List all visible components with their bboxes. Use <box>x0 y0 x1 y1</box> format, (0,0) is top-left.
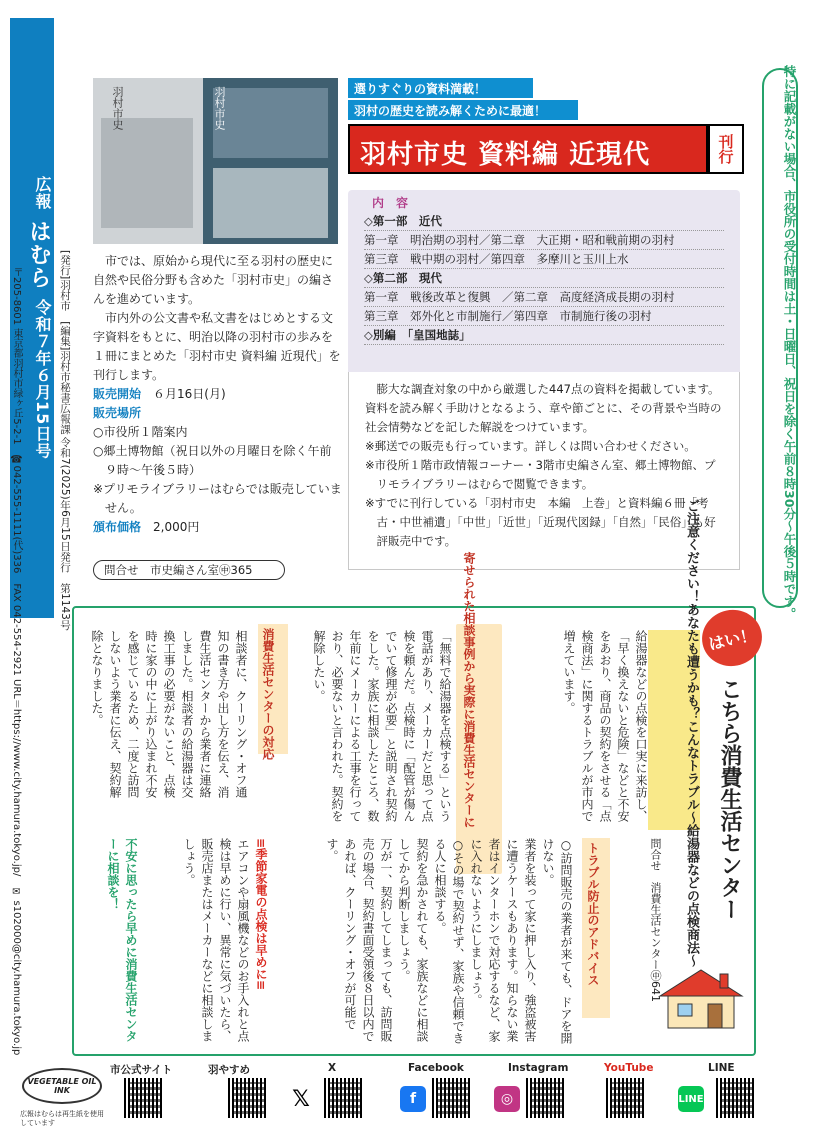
article-title: 羽村市史 資料編 近現代 <box>348 124 708 174</box>
notice-text: 特に記載がない場合、市役所の受付時間は土・日曜日、祝日を除く午前８時30分〜午後５時です。 <box>782 64 797 620</box>
book-cover-right <box>203 78 338 244</box>
contents-row: 第一章 戦後改革と復興 ／第二章 高度経済成長期の羽村 <box>364 288 724 307</box>
consumer-intro: 給湯器などの点検を口実に来訪し、「早く換えないと危険」などと不安をあおり、商品の契約をさせる「点検商法」に関するトラブルが市内で増えています。 <box>562 630 648 822</box>
link-label: X <box>328 1062 337 1074</box>
sale-start-value: ６月16日(月) <box>153 387 226 401</box>
advice-line: 業者を装って家に押し入り、強盗被害に遭うケースもあります。知らない業者はインターホンで対応するなど、家に入れないようにしましょう。 <box>469 838 537 1042</box>
tagline-1: 選りすぐりの資料満載！ <box>348 78 533 98</box>
advice-line: ○訪問販売の業者が来ても、ドアを開けない。 <box>541 838 573 1044</box>
contents-row: 第三章 郊外化と市制施行／第四章 市制施行後の羽村 <box>364 307 724 326</box>
response-heading: 消費生活センターの対応 <box>261 628 275 760</box>
address-line: 〒205-8601 東京都羽村市緑ヶ丘5-2-1 ☎042-555-1111(代)336 FAX 042-554-2921 <box>11 266 22 676</box>
contents-row: ◇第一部 近代 <box>364 212 724 231</box>
url-line[interactable]: URL＝https://www.city.hamura.tokyo.jp/ ✉ s102000@city.hamura.tokyo.jp <box>11 678 22 1055</box>
consumer-contact: 問合せ 消費生活センター㊥641 <box>649 838 662 1002</box>
shishi-contact: 問合せ 市史編さん室㊥365 <box>93 560 285 580</box>
x-icon[interactable]: 𝕏 <box>288 1086 314 1112</box>
consumer-title: こちら消費生活センター <box>717 678 742 920</box>
sale-place: ※プリモライブラリーはむらでは販売していません。 <box>93 482 342 515</box>
link-label: Facebook <box>408 1062 464 1074</box>
contents-row: 第三章 戦中期の羽村／第四章 多摩川と玉川上水 <box>364 250 724 269</box>
sale-place-label: 販売場所 <box>93 406 142 420</box>
seasonal-line: エアコンや扇風機などのお手入れと点検は早めに行い、異常に気づいたら、販売店またはメーカーなどに相談しましょう。 <box>182 838 250 1042</box>
vegetable-ink-logo: VEGETABLE OIL INK <box>22 1068 102 1104</box>
title-tag: 刊行 <box>708 124 744 174</box>
city-site-qr-icon[interactable] <box>124 1078 164 1118</box>
footer <box>10 1060 810 1145</box>
price-label: 頒布価格 <box>93 520 142 534</box>
contents-row: ◇別編 「皇国地誌」 <box>364 326 724 345</box>
cover-title: 羽村市史 <box>213 86 226 130</box>
description-note: ※すでに刊行している「羽村市史 本編 上巻」と資料編６冊「考古・中世補遺」「中世」「近世」「近現代図録」「自然」「民俗」も好評販売中です。 <box>365 496 716 548</box>
case-heading <box>460 552 478 828</box>
tagline-2: 羽村の歴史を読み解くために最適！ <box>348 100 578 120</box>
url-info <box>10 266 23 1055</box>
description-note: ※市役所１階市政情報コーナー・3階市史編さん室、郷土博物館、プリモライブラリーはむらで閲覧できます。 <box>365 458 716 491</box>
contents-box <box>348 190 740 390</box>
contents-heading: 内 容 <box>372 196 409 210</box>
ink-note: 広報はむらは再生紙を使用しています <box>20 1110 104 1127</box>
facebook-icon[interactable]: f <box>400 1086 426 1112</box>
office-hours-notice <box>762 64 798 620</box>
description-text: 膨大な調査対象の中から厳選した447点の資料を掲載しています。資料を読み解く手助けとなるよう、章や節ごとに、その背景や当時の社会情勢などを記した解説をつけています。 <box>365 382 722 434</box>
issue-line: 令和7(2025)年6月15日発行 第1143号 <box>59 436 71 630</box>
instagram-icon[interactable]: ◎ <box>494 1086 520 1112</box>
link-label: YouTube <box>604 1062 654 1074</box>
link-label: 羽やすめ <box>208 1064 250 1076</box>
sale-start-label: 販売開始 <box>93 387 142 401</box>
line-qr-icon[interactable] <box>716 1078 756 1118</box>
link-label: Instagram <box>508 1062 569 1074</box>
seasonal-text <box>150 838 270 1048</box>
book-cover-left <box>93 78 203 244</box>
advice-text <box>305 838 575 1048</box>
hayasume-qr-icon[interactable] <box>228 1078 268 1118</box>
advice-line: 契約を急かされても、家族などに相談してから判断しましょう。 <box>397 838 429 1042</box>
facebook-qr-icon[interactable] <box>432 1078 472 1118</box>
advice-line: 万が一、契約してしまっても、訪問販売の場合、契約書面受領後８日以内であれば、クーリング・オフが可能です。 <box>325 838 393 1042</box>
contents-row: ◇第二部 現代 <box>364 269 724 288</box>
case-heading-line: 実際に消費生活センターに <box>462 684 476 828</box>
masthead-date: 令和７年６月15日号 <box>33 299 52 460</box>
book-cover-image <box>93 78 338 244</box>
case-heading-line: 寄せられた相談事例から <box>462 552 476 684</box>
x-qr-icon[interactable] <box>324 1078 364 1118</box>
issue-line: [発行]羽村市 [編集]羽村市秘書広報課 <box>59 250 71 435</box>
masthead-brand: 広報 <box>33 176 52 211</box>
intro-paragraph: 市では、原始から現代に至る羽村の歴史に自然や民俗分野も含めた「羽村市史」の編さんを進めています。 <box>93 254 334 306</box>
masthead-logo: はむら <box>26 220 51 290</box>
case-text: 「無料で給湯器を点検する」という電話があり、メーカーだと思って点検を頼んだ。点検時に「配管が傷んでいて修理が必要」と説明され契約をした。家族に相談したところ、数年前にメーカーによる工事を行っており、必要ないと言われた。契約を解除したい。 <box>312 630 452 822</box>
contents-row: 第一章 明治期の羽村／第二章 大正期・昭和戦前期の羽村 <box>364 231 724 250</box>
house-illustration <box>654 966 748 1030</box>
instagram-qr-icon[interactable] <box>526 1078 566 1118</box>
description-note: ※郵送での販売も行っています。詳しくは問い合わせください。 <box>365 439 696 453</box>
response-text: 相談者に、クーリング・オフ通知の書き方や出し方を伝え、消費生活センターから業者に連絡しました。相談者の給湯器は交換工事の必要がないこと、点検時に家の中に上がり込まれ不安を感じているため、二度と訪問しないよう業者に伝え、契約解除となりました。 <box>90 630 248 798</box>
advice-line: ○その場で契約せず、家族や信頼できる人に相談する。 <box>433 838 465 1044</box>
sale-place: ○郷土博物館（祝日以外の月曜日を除く午前９時〜午後５時） <box>93 444 332 477</box>
hai-badge: はい！ <box>697 604 767 671</box>
price-value: 2,000円 <box>153 520 200 534</box>
advice-heading: トラブル防止のアドバイス <box>586 842 600 986</box>
youtube-qr-icon[interactable] <box>606 1078 646 1118</box>
cover-title: 羽村市史 <box>111 86 124 130</box>
link-label: 市公式サイト <box>110 1064 173 1076</box>
line-icon[interactable]: LINE <box>678 1086 704 1112</box>
sale-place: ○市役所１階案内 <box>93 425 188 439</box>
consult-message: 不安に思ったら早めに消費生活センターに相談を！ <box>106 838 138 1042</box>
issue-info <box>58 250 71 630</box>
link-label: LINE <box>708 1062 735 1074</box>
seasonal-heading: ≡季節家電の点検は早めに≡ <box>254 838 268 991</box>
intro-paragraph: 市内外の公文書や私文書をはじめとする文字資料をもとに、明治以降の羽村市の歩みを１冊にまとめた「羽村市史 資料編 近現代」を刊行します。 <box>93 311 341 382</box>
subtitle-line: 〜給湯器などの点検商法〜 <box>684 811 699 967</box>
subtitle-line: ご注意ください！あなたも遭うかも？こんなトラブル <box>684 499 699 811</box>
intro-text <box>93 252 343 537</box>
